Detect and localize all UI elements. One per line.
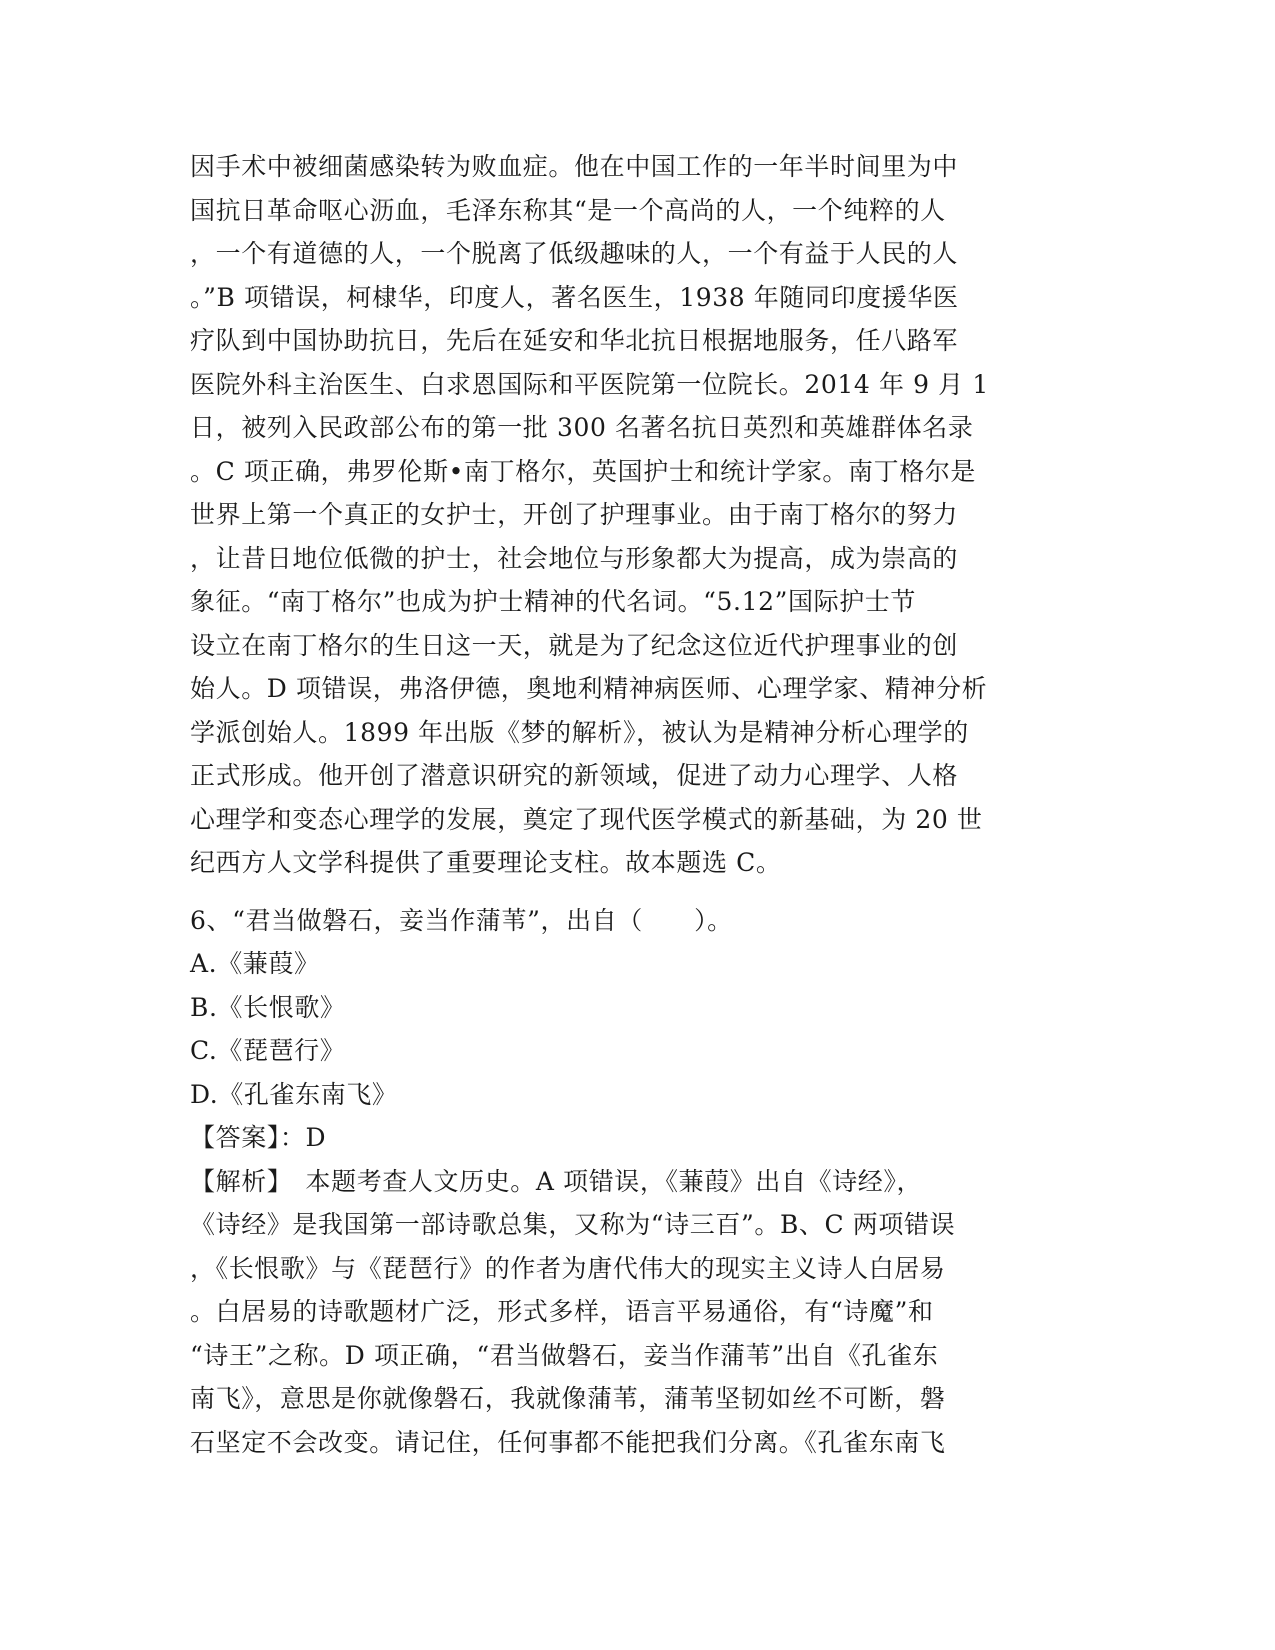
explanation-line: 世界上第一个真正的女护士，开创了护理事业。由于南丁格尔的努力 [190,500,959,529]
explanation-line: 学派创始人。1899 年出版《梦的解析》，被认为是精神分析心理学的 [190,717,969,747]
explanation-line: 因手术中被细菌感染转为败血症。他在中国工作的一年半时间里为中 [190,152,959,181]
previous-explanation [190,145,1085,885]
answer-line: 【答案】：D [190,1123,327,1152]
explanation-line: 纪西方人文学科提供了重要理论支柱。故本题选 C。 [190,848,782,877]
analysis-line: 【解析】 本题考查人文历史。A 项错误，《蒹葭》出自《诗经》， [190,1166,923,1196]
option-a: A.《蒹葭》 [190,949,320,978]
spacer [190,885,1085,899]
analysis-line: 石坚定不会改变。请记住，任何事都不能把我们分离。《孔雀东南飞 [190,1427,946,1457]
document-page [190,145,1085,1464]
explanation-line: 疗队到中国协助抗日，先后在延安和华北抗日根据地服务，任八路军 [190,326,959,355]
question-6 [190,899,1085,1465]
explanation-line: 设立在南丁格尔的生日这一天，就是为了纪念这位近代护理事业的创 [190,630,959,660]
explanation-line: 象征。“南丁格尔”也成为护士精神的代名词。“5.12”国际护士节 [190,587,916,616]
explanation-line: 日，被列入民政部公布的第一批 300 名著名抗日英烈和英雄群体名录 [190,413,974,442]
option-c: C.《琵琶行》 [190,1036,346,1065]
explanation-line: 医院外科主治医生、白求恩国际和平医院第一位院长。2014 年 9 月 1 [190,369,989,399]
explanation-line: 心理学和变态心理学的发展，奠定了现代医学模式的新基础，为 20 世 [190,804,983,834]
analysis-line: ，《长恨歌》与《琵琶行》的作者为唐代伟大的现实主义诗人白居易 [190,1253,946,1283]
question-stem: 6、“君当做磐石，妾当作蒲苇”，出自（ ）。 [190,905,733,935]
analysis-line: “诗王”之称。D 项正确，“君当做磐石，妾当作蒲苇”出自《孔雀东 [190,1340,939,1370]
option-b: B.《长恨歌》 [190,992,346,1022]
explanation-line: 正式形成。他开创了潜意识研究的新领域，促进了动力心理学、人格 [190,761,959,790]
explanation-line: ，让昔日地位低微的护士，社会地位与形象都大为提高，成为崇高的 [190,543,959,573]
analysis-line: 南飞》，意思是你就像磐石，我就像蒲苇，蒲苇坚韧如丝不可断，磐 [190,1384,946,1413]
analysis-line: 。白居易的诗歌题材广泛，形式多样，语言平易通俗，有“诗魔”和 [190,1297,934,1326]
option-d: D.《孔雀东南飞》 [190,1079,398,1109]
explanation-line: 。C 项正确，弗罗伦斯•南丁格尔，英国护士和统计学家。南丁格尔是 [190,456,977,486]
analysis-line: 《诗经》是我国第一部诗歌总集，又称为“诗三百”。B、C 两项错误 [190,1210,956,1239]
explanation-line: ，一个有道德的人，一个脱离了低级趣味的人，一个有益于人民的人 [190,239,959,268]
explanation-line: 始人。D 项错误，弗洛伊德，奥地利精神病医师、心理学家、精神分析 [190,674,988,703]
explanation-line: 。”B 项错误，柯棣华，印度人，著名医生，1938 年随同印度援华医 [190,282,959,312]
explanation-line: 国抗日革命呕心沥血，毛泽东称其“是一个高尚的人，一个纯粹的人 [190,195,946,225]
